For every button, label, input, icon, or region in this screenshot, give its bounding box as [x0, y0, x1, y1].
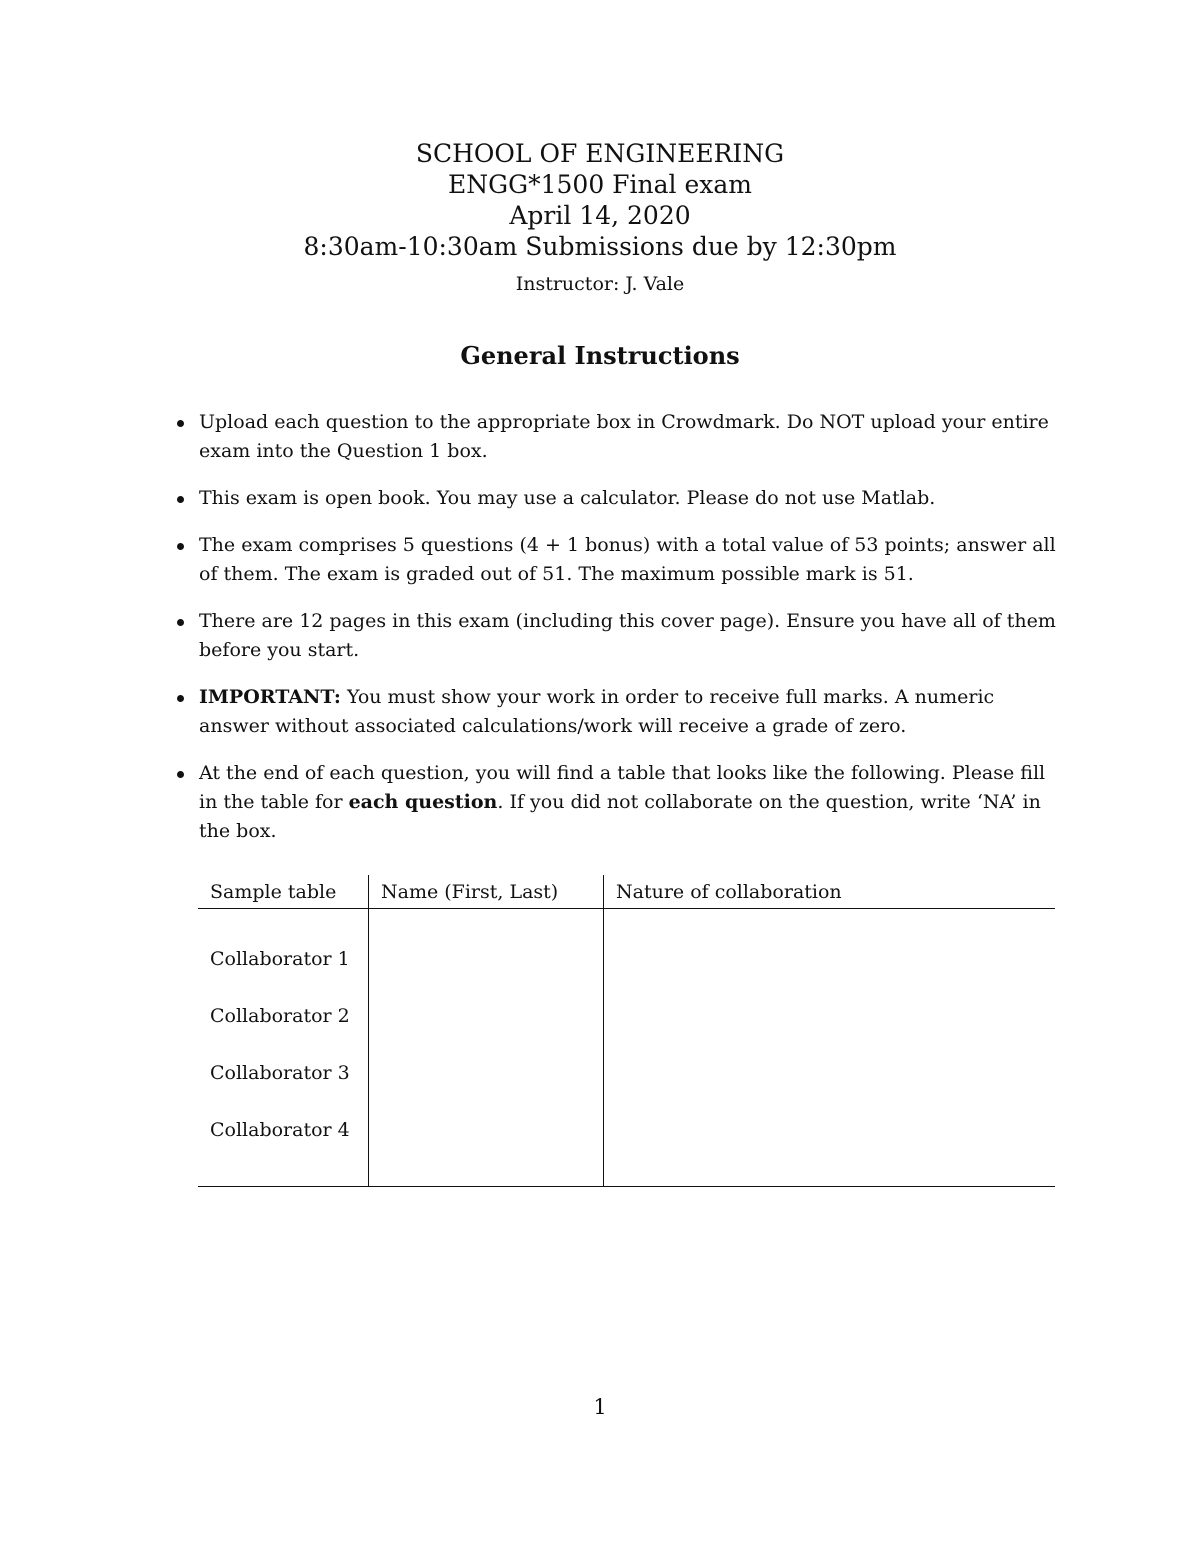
- table-header-row: [198, 875, 1055, 909]
- name-cell: [369, 909, 604, 988]
- collaborator-label: Collaborator 1: [210, 947, 350, 970]
- instruction-item: [172, 531, 1064, 589]
- instruction-text: There are 12 pages in this exam (including this cover page). Ensure you have all of them before you start.: [199, 610, 1056, 661]
- exam-date: April 14, 2020: [509, 201, 691, 230]
- instruction-text: You must show your work in order to receive full marks. A numeric answer without associated calculations/work will receive a grade of zero.: [199, 686, 995, 737]
- collaborator-label: Collaborator 4: [210, 1118, 350, 1141]
- name-cell: [369, 1101, 604, 1187]
- page-number: 1: [593, 1395, 607, 1419]
- table-row: [198, 909, 1055, 988]
- instruction-item: [172, 408, 1064, 466]
- important-label: IMPORTANT:: [199, 686, 341, 708]
- emphasis-text: each question: [348, 791, 498, 813]
- exam-header: [0, 138, 1200, 297]
- name-cell: [369, 987, 604, 1044]
- section-title: General Instructions: [460, 341, 740, 370]
- nature-cell: [604, 1044, 1056, 1101]
- instructor-name: Instructor: J. Vale: [515, 273, 685, 295]
- nature-cell: [604, 909, 1056, 988]
- instruction-item: [172, 607, 1064, 665]
- table-row: [198, 1044, 1055, 1101]
- school-name: SCHOOL OF ENGINEERING: [415, 139, 785, 168]
- instruction-text: This exam is open book. You may use a calculator. Please do not use Matlab.: [199, 487, 936, 509]
- table-row: [198, 1101, 1055, 1187]
- collaborator-label: Collaborator 3: [210, 1061, 350, 1084]
- instruction-text: Upload each question to the appropriate box in Crowdmark. Do NOT upload your entire exam into the Question 1 box.: [199, 411, 1049, 462]
- instructions-list: [172, 408, 1064, 864]
- instruction-item: [172, 759, 1064, 846]
- table-row: [198, 987, 1055, 1044]
- exam-time: 8:30am-10:30am Submissions due by 12:30pm: [303, 232, 897, 261]
- column-header-sample-table: Sample table: [198, 875, 369, 909]
- column-header-nature: Nature of collaboration: [604, 875, 1056, 909]
- course-exam-title: ENGG*1500 Final exam: [448, 170, 752, 199]
- instruction-item: [172, 683, 1064, 741]
- nature-cell: [604, 1101, 1056, 1187]
- instruction-text: . If you did not collaborate on the question, write ‘NA’ in the box.: [199, 791, 1041, 842]
- nature-cell: [604, 987, 1056, 1044]
- name-cell: [369, 1044, 604, 1101]
- instruction-item: [172, 484, 1064, 513]
- sample-collaboration-table: [198, 875, 1055, 1187]
- column-header-name: Name (First, Last): [369, 875, 604, 909]
- instruction-text: The exam comprises 5 questions (4 + 1 bonus) with a total value of 53 points; answer all of them. The exam is graded out of 51. The maximum possible mark is 51.: [199, 534, 1056, 585]
- collaborator-label: Collaborator 2: [210, 1004, 350, 1027]
- instruction-text: At the end of each question, you will find a table that looks like the following. Please fill in the table for: [199, 762, 1046, 813]
